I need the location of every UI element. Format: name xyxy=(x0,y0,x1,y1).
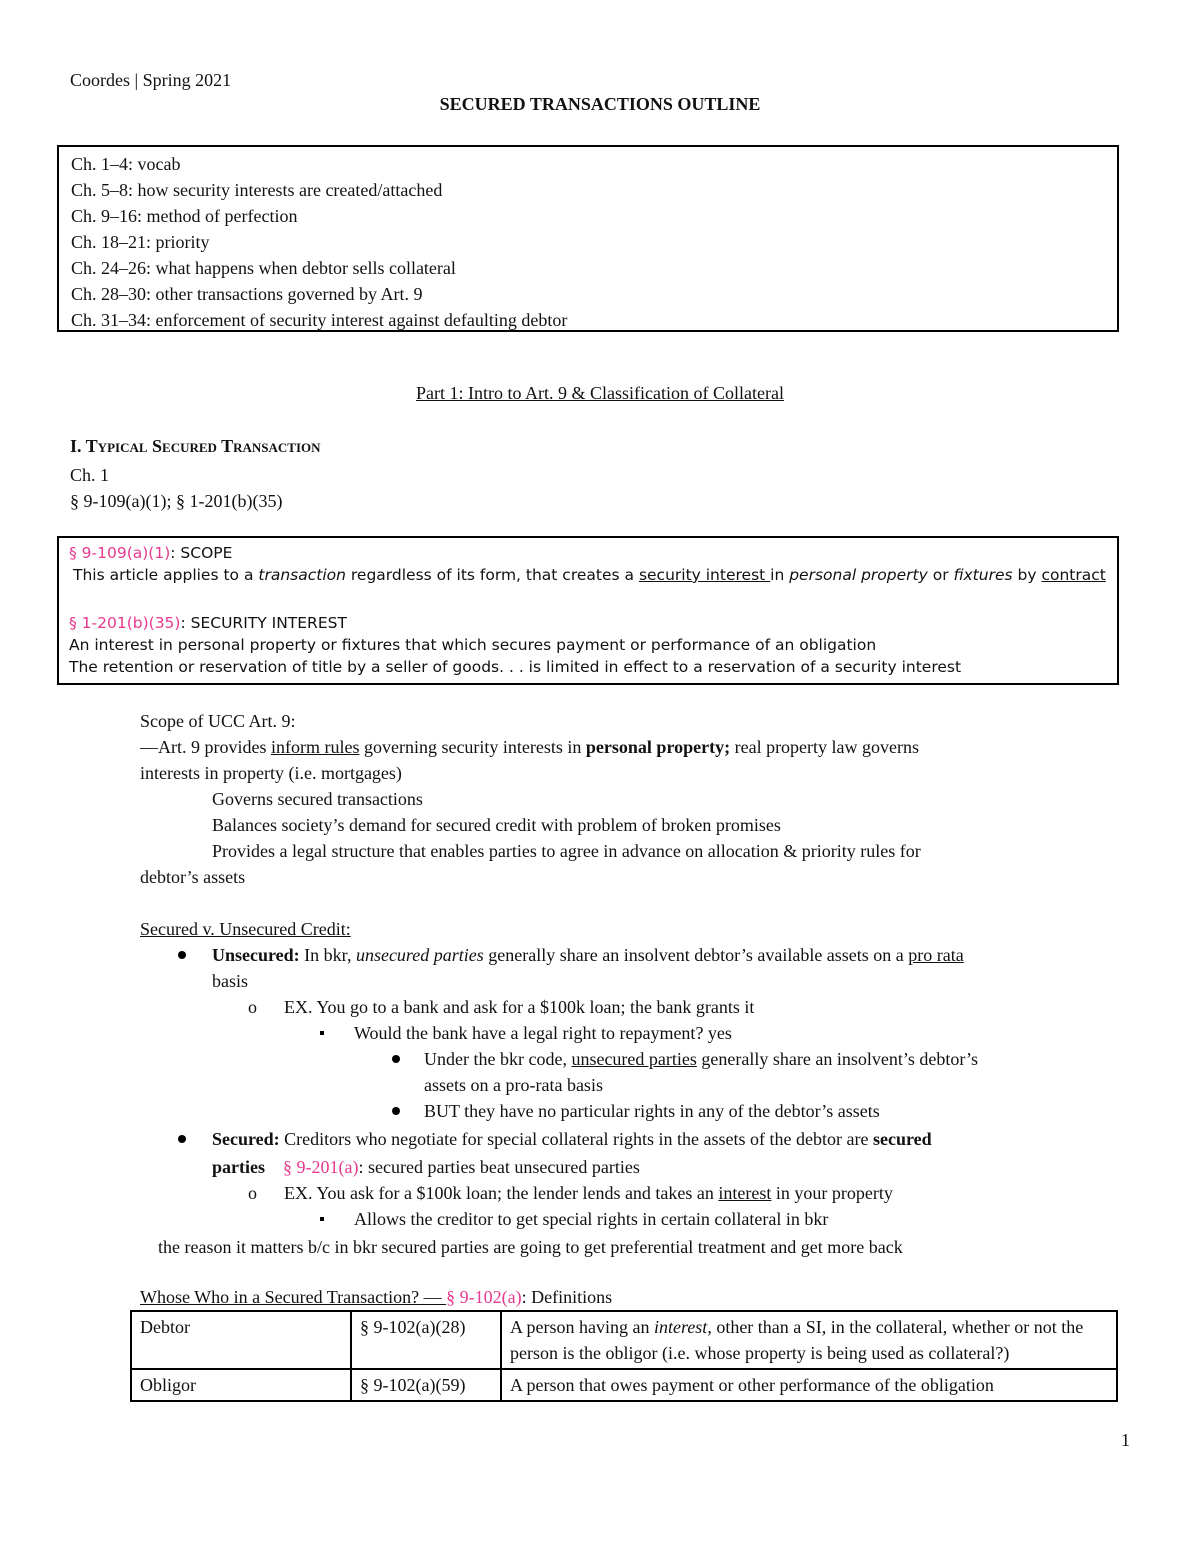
o-bullet-marker: o xyxy=(248,997,257,1017)
text-part: in your property xyxy=(771,1183,893,1203)
unsecured-bullet xyxy=(212,942,964,968)
scope-heading xyxy=(69,542,232,564)
text-part: A person that owes payment or other performance of the obligation xyxy=(510,1375,994,1395)
statute-definition-box xyxy=(57,536,1119,685)
text-part: inform rules xyxy=(270,737,360,757)
scope-cite: § 9-109(a)(1) xyxy=(69,544,171,562)
toc-line: Ch. 31–34: enforcement of security interest against defaulting debtor xyxy=(71,310,568,330)
text-part: Unsecured: xyxy=(212,945,300,965)
scope-line: Provides a legal structure that enables parties to agree in advance on allocation & priority rules for xyxy=(212,841,921,861)
bullet-dot-icon xyxy=(392,1055,400,1063)
nested-bullet xyxy=(424,1046,978,1072)
text-part: secured xyxy=(872,1129,932,1149)
definition-cell xyxy=(501,1369,1117,1401)
document-title: SECURED TRANSACTIONS OUTLINE xyxy=(439,94,761,114)
si-label: : SECURITY INTEREST xyxy=(180,614,347,632)
si-text-line: An interest in personal property or fixtures that which secures payment or performance of an obligation xyxy=(69,636,877,654)
scope-text-part: or xyxy=(927,566,954,584)
text-part: personal property; xyxy=(585,737,731,757)
definitions-table xyxy=(130,1310,1118,1402)
si-text-line: The retention or reservation of title by a seller of goods. . . is limited in effect to a reservation of a security interest xyxy=(69,658,962,676)
text-part: unsecured parties xyxy=(355,945,484,965)
text-part: pro rata xyxy=(908,945,964,965)
scope-text-part: personal property xyxy=(789,566,928,584)
scope-text xyxy=(73,564,1106,586)
reason-line: the reason it matters b/c in bkr secured parties are going to get preferential treatment and get more back xyxy=(158,1237,903,1257)
si-cite: § 1-201(b)(35) xyxy=(69,614,181,632)
text-part: A person having an xyxy=(510,1317,654,1337)
term-cell: Debtor xyxy=(131,1311,351,1369)
scope-title: Scope of UCC Art. 9: xyxy=(140,711,296,731)
text-part: interest xyxy=(718,1183,772,1203)
nested-bullet-cont: assets on a pro-rata basis xyxy=(424,1075,603,1095)
table-row xyxy=(131,1311,1117,1369)
scope-label: : SCOPE xyxy=(170,544,233,562)
scope-text-part: by xyxy=(1012,566,1042,584)
text-part: generally share an insolvent’s debtor’s xyxy=(696,1049,978,1069)
section-chapter: Ch. 1 xyxy=(70,465,110,485)
scope-text-part: contract xyxy=(1041,566,1106,584)
cite-cell: § 9-102(a)(28) xyxy=(351,1311,501,1369)
text-part: In bkr, xyxy=(299,945,356,965)
o-bullet-marker: o xyxy=(248,1183,257,1203)
square-bullet-icon xyxy=(320,1217,324,1221)
text-part: : Definitions xyxy=(521,1287,613,1307)
scope-text-part: This article applies to a xyxy=(73,566,259,584)
scope-line: Balances society’s demand for secured credit with problem of broken promises xyxy=(212,815,781,835)
header-course: Coordes | Spring 2021 xyxy=(70,70,232,90)
toc-line: Ch. 9–16: method of perfection xyxy=(71,206,298,226)
text-part: governing security interests in xyxy=(359,737,586,757)
table-row xyxy=(131,1369,1117,1401)
text-part: Secured: xyxy=(212,1129,280,1149)
toc-line: Ch. 5–8: how security interests are created/attached xyxy=(71,180,443,200)
text-part: Creditors who negotiate for special collateral rights in the assets of the debtor are xyxy=(279,1129,873,1149)
scope-line xyxy=(140,734,919,760)
toc-line: Ch. 18–21: priority xyxy=(71,232,210,252)
scope-line: Governs secured transactions xyxy=(212,789,423,809)
text-part: Whose Who in a Secured Transaction? — xyxy=(140,1287,447,1307)
secured-cite: § 9-201(a) xyxy=(283,1157,359,1177)
part-heading: Part 1: Intro to Art. 9 & Classification of Collateral xyxy=(416,383,784,403)
text-part: interest xyxy=(653,1317,708,1337)
scope-text-part: transaction xyxy=(258,566,346,584)
scope-line: debtor’s assets xyxy=(140,867,246,887)
page-number: 1 xyxy=(1121,1430,1130,1450)
term-cell: Obligor xyxy=(131,1369,351,1401)
toc-line: Ch. 28–30: other transactions governed by Art. 9 xyxy=(71,284,423,304)
security-interest-heading xyxy=(69,612,347,634)
definitions-title xyxy=(140,1284,612,1310)
text-part: unsecured parties xyxy=(571,1049,697,1069)
scope-text-part: in xyxy=(770,566,790,584)
unsecured-bullet-cont: basis xyxy=(212,971,248,991)
toc-line: Ch. 24–26: what happens when debtor sells collateral xyxy=(71,258,456,278)
scope-text-part: security interest xyxy=(638,566,771,584)
scope-text-part: fixtures xyxy=(953,566,1013,584)
example-line: EX. You go to a bank and ask for a $100k loan; the bank grants it xyxy=(284,997,755,1017)
nested-bullet: BUT they have no particular rights in any of the debtor’s assets xyxy=(424,1101,880,1121)
bullet-dot-icon xyxy=(392,1107,400,1115)
example-line xyxy=(284,1180,893,1206)
question-line: Allows the creditor to get special rights in certain collateral in bkr xyxy=(354,1209,829,1229)
definition-cell xyxy=(501,1311,1117,1369)
definitions-cite: § 9-102(a) xyxy=(446,1287,522,1307)
scope-text-part: regardless of its form, that creates a xyxy=(345,566,639,584)
square-bullet-icon xyxy=(320,1031,324,1035)
section-heading: I. Typical Secured Transaction xyxy=(70,436,321,456)
secured-bullet xyxy=(212,1126,932,1152)
scope-line: interests in property (i.e. mortgages) xyxy=(140,763,402,783)
bullet-dot-icon xyxy=(178,951,186,959)
text-part: Under the bkr code, xyxy=(424,1049,572,1069)
bullet-dot-icon xyxy=(178,1135,186,1143)
credit-title: Secured v. Unsecured Credit: xyxy=(140,919,351,939)
text-part: —Art. 9 provides xyxy=(140,737,271,757)
text-part: parties xyxy=(212,1157,265,1177)
text-part: generally share an insolvent debtor’s available assets on a xyxy=(483,945,909,965)
text-part: EX. You ask for a $100k loan; the lender lends and takes an xyxy=(284,1183,719,1203)
cite-cell: § 9-102(a)(59) xyxy=(351,1369,501,1401)
chapter-summary-box xyxy=(57,145,1119,332)
secured-bullet-cont xyxy=(212,1154,640,1180)
text-part: : secured parties beat unsecured parties xyxy=(358,1157,640,1177)
section-cites: § 9-109(a)(1); § 1-201(b)(35) xyxy=(70,491,283,511)
toc-line: Ch. 1–4: vocab xyxy=(71,154,181,174)
text-part: real property law governs xyxy=(730,737,920,757)
question-line: Would the bank have a legal right to repayment? yes xyxy=(354,1023,732,1043)
text-part: , other than a SI, in the collateral, whether or not the person is the obligor (i.e. whose property is being used as collateral?) xyxy=(510,1317,1084,1363)
